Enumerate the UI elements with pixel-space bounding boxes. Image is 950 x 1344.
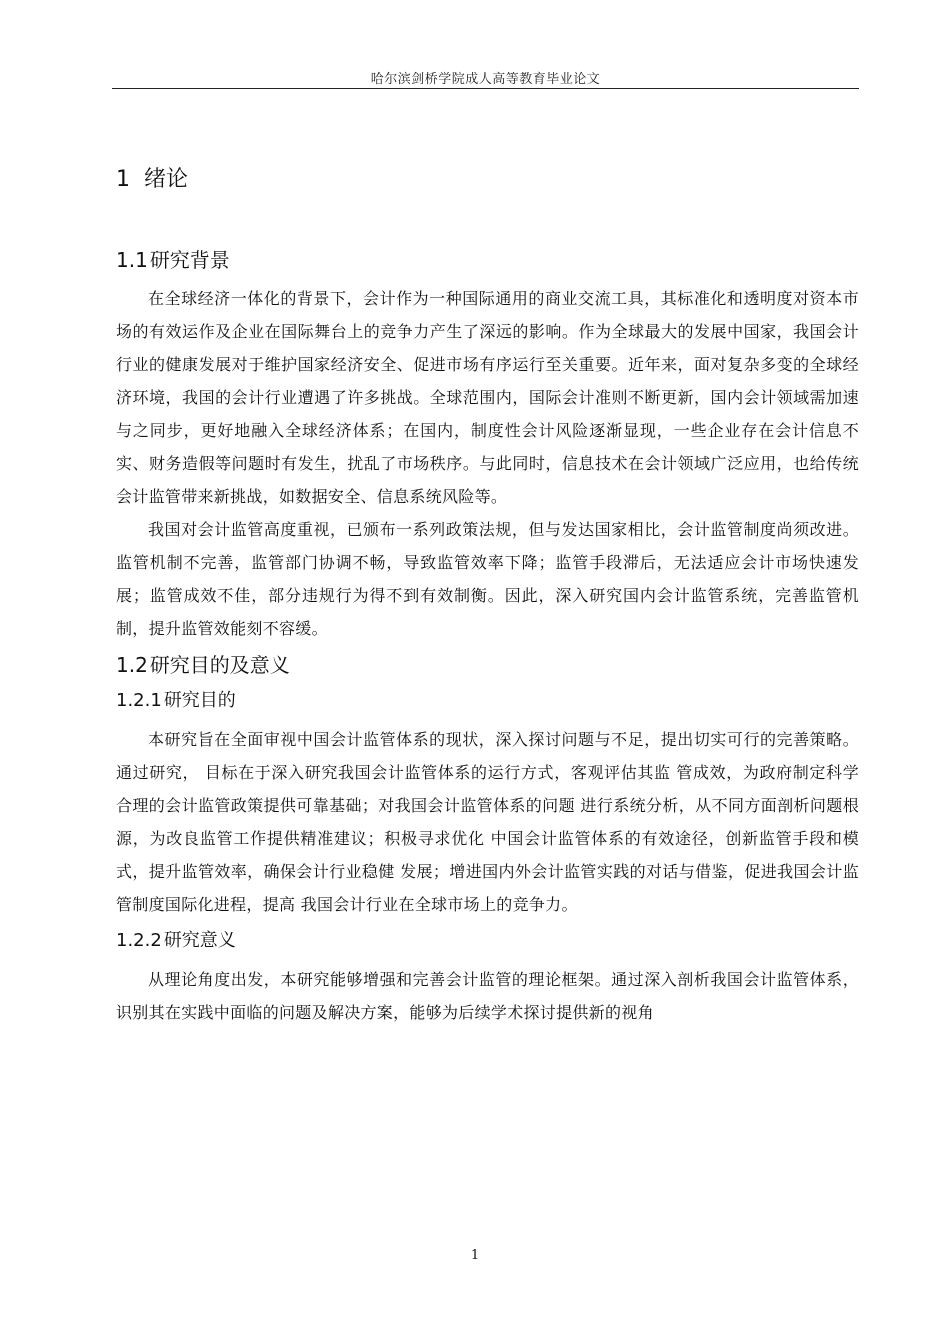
section-number: 1.1 xyxy=(116,248,148,272)
paragraph: 本研究旨在全面审视中国会计监管体系的现状，深入探讨问题与不足，提出切实可行的完善策略。通过研究， 目标在于深入研究我国会计监管体系的运行方式，客观评估其监 管成效，为政府制定科学合理的会计监管政策提供可靠基础；对我国会计监管体系的问题 进行系统分析，从不同方面剖析问题根源，为改良监管工作提供精准建议；积极寻求优化 中国会计监管体系的有效途径，创新监管手段和模式，提升监管效率，确保会计行业稳健 发展；增进国内外会计监管实践的对话与借鉴，促进我国会计监管制度国际化进程，提高 我国会计行业在全球市场上的竞争力。 xyxy=(116,730,859,914)
page-content xyxy=(116,160,859,1029)
subsection-number: 1.2.1 xyxy=(116,690,162,711)
section-title: 研究背景 xyxy=(149,248,230,272)
paragraph: 在全球经济一体化的背景下，会计作为一种国际通用的商业交流工具，其标准化和透明度对资本市场的有效运作及企业在国际舞台上的竞争力产生了深远的影响。作为全球最大的发展中国家，我国会计行业的健康发展对于维护国家经济安全、促进市场有序运行至关重要。近年来，面对复杂多变的全球经济环境，我国的会计行业遭遇了许多挑战。全球范围内，国际会计准则不断更新，国内会计领域需加速与之同步，更好地融入全球经济体系；在国内，制度性会计风险逐渐显现，一些企业存在会计信息不实、财务造假等问题时有发生，扰乱了市场秩序。与此同时，信息技术在会计领域广泛应用，也给传统会计监管带来新挑战，如数据安全、信息系统风险等。 xyxy=(116,289,859,506)
subsection-title: 研究目的 xyxy=(163,690,236,711)
section-title: 研究目的及意义 xyxy=(149,653,290,677)
chapter-heading xyxy=(116,160,859,200)
header-rule xyxy=(112,88,859,89)
chapter-number: 1 xyxy=(116,167,130,192)
section-heading-1-1 xyxy=(116,242,859,278)
subsection-title: 研究意义 xyxy=(163,930,236,951)
paragraph: 从理论角度出发，本研究能够增强和完善会计监管的理论框架。通过深入剖析我国会计监管体系，识别其在实践中面临的问题及解决方案，能够为后续学术探讨提供新的视角 xyxy=(116,970,859,1022)
section-heading-1-2 xyxy=(116,647,859,683)
paragraph: 我国对会计监管高度重视，已颁布一系列政策法规，但与发达国家相比，会计监管制度尚须改进。监管机制不完善，监管部门协调不畅，导致监管效率下降；监管手段滞后，无法适应会计市场快速发展；监管成效不佳，部分违规行为得不到有效制衡。因此，深入研究国内会计监管系统，完善监管机制，提升监管效能刻不容缓。 xyxy=(116,520,859,638)
subsection-heading-1-2-1 xyxy=(116,683,859,719)
chapter-title: 绪论 xyxy=(144,167,189,192)
running-header: 哈尔滨剑桥学院成人高等教育毕业论文 xyxy=(370,72,601,87)
subsection-number: 1.2.2 xyxy=(116,930,162,951)
page-number: 1 xyxy=(470,1248,480,1263)
section-number: 1.2 xyxy=(116,653,148,677)
subsection-heading-1-2-2 xyxy=(116,923,859,959)
